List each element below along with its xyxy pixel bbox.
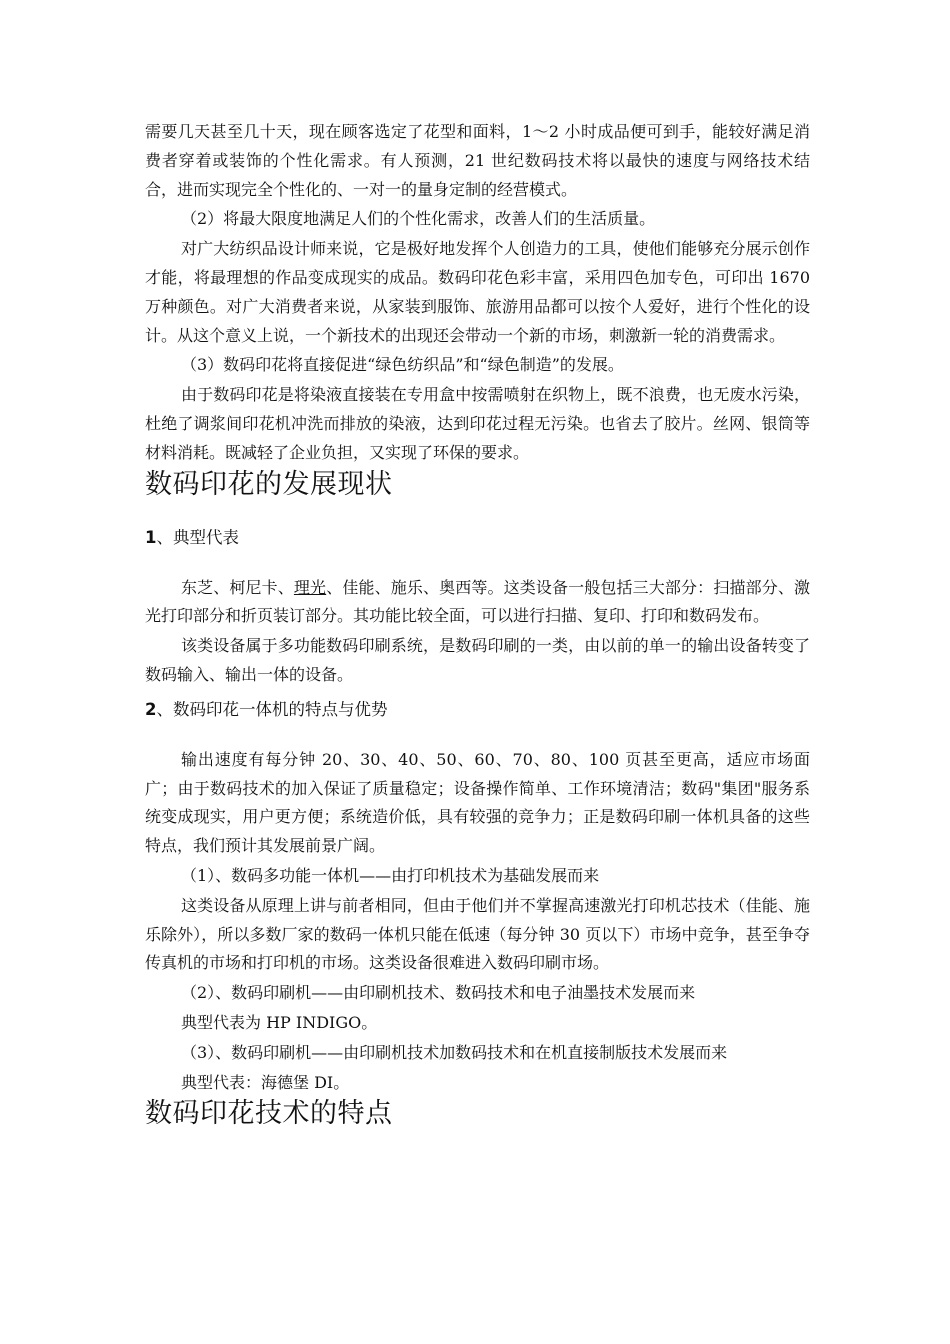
subheading-number: 2: [145, 699, 157, 719]
subheading-text: 、典型代表: [156, 527, 239, 547]
representative-hp-indigo: 典型代表为 HP INDIGO。: [181, 1012, 378, 1032]
intro-item-2: （2）将最大限度地满足人们的个性化需求，改善人们的生活质量。: [181, 209, 656, 229]
category-paragraph: 该类设备属于多功能数码印刷系统，是数码印刷的一类，由以前的单一的输出设备转变了数码输入、输出一体的设备。: [145, 636, 810, 684]
ricoh-link[interactable]: 理光: [293, 577, 327, 597]
subheading-features-advantages: [145, 696, 810, 724]
digital-press-item-3: （3）、数码印刷机——由印刷机技术加数码技术和在机直接制版技术发展而来: [181, 1042, 728, 1062]
brand-list-rest: 、佳能、施乐、奥西等。这类设备一般包括三大部分：扫描部分、激光打印部分和折页装订部分。其功能比较全面，可以进行扫描、复印、打印和数码发布。: [145, 577, 810, 626]
multifunction-item: （1）、数码多功能一体机——由打印机技术为基础发展而来: [181, 865, 600, 885]
intro-paragraph-3: 对广大纺织品设计师来说，它是极好地发挥个人创造力的工具，使他们能够充分展示创作才能，将最理想的作品变成现实的成品。数码印花色彩丰富，采用四色加专色，可印出 1670 万种颜色。对广大消费者来说，从家装到服饰、旅游用品都可以按个人爱好，进行个性化的设计。从这个意义上说，一个新技术的出现还会带动一个新的市场，刺激新一轮的消费需求。: [145, 239, 810, 345]
section-title-development: 数码印花的发展现状: [145, 468, 393, 500]
features-paragraph: 输出速度有每分钟 20、30、40、50、60、70、80、100 页甚至更高，适应市场面广；由于数码技术的加入保证了质量稳定；设备操作简单、工作环境清洁；数码"集团"服务系统变成现实，用户更方便；系统造价低，具有较强的竞争力；正是数码印刷一体机具备的这些特点，我们预计其发展前景广阔。: [145, 749, 810, 856]
representative-heidelberg-di: 典型代表：海德堡 DI。: [181, 1072, 350, 1092]
intro-item-3: （3）数码印花将直接促进“绿色纺织品”和“绿色制造”的发展。: [181, 355, 624, 375]
section-title-features: 数码印花技术的特点: [145, 1098, 393, 1130]
intro-paragraph-5: 由于数码印花是将染液直接装在专用盒中按需喷射在织物上，既不浪费，也无废水污染，杜绝了调浆间印花机冲洗而排放的染液，达到印花过程无污染。也省去了胶片。丝网、银筒等材料消耗。既减轻了企业负担，又实现了环保的要求。: [145, 385, 810, 462]
representatives-paragraph: [145, 574, 810, 632]
subheading-typical-representatives: [145, 524, 810, 552]
subheading-number: 1: [145, 527, 157, 547]
brand-list-start: 东芝、柯尼卡、: [181, 577, 294, 597]
multifunction-paragraph: 这类设备从原理上讲与前者相同，但由于他们并不掌握高速激光打印机芯技术（佳能、施乐除外），所以多数厂家的数码一体机只能在低速（每分钟 30 页以下）市场中竞争，甚至争夺传真机的市场和打印机的市场。这类设备很难进入数码印刷市场。: [145, 895, 810, 973]
digital-press-item-2: （2）、数码印刷机——由印刷机技术、数码技术和电子油墨技术发展而来: [181, 983, 696, 1003]
subheading-text: 、数码印花一体机的特点与优势: [156, 699, 388, 719]
intro-paragraph-1: 需要几天甚至几十天，现在顾客选定了花型和面料，1～2 小时成品便可到手，能较好满足消费者穿着或装饰的个性化需求。有人预测，21 世纪数码技术将以最快的速度与网络技术结合，进而实现完全个性化的、一对一的量身定制的经营模式。: [145, 122, 810, 199]
document-page: [145, 118, 810, 1131]
